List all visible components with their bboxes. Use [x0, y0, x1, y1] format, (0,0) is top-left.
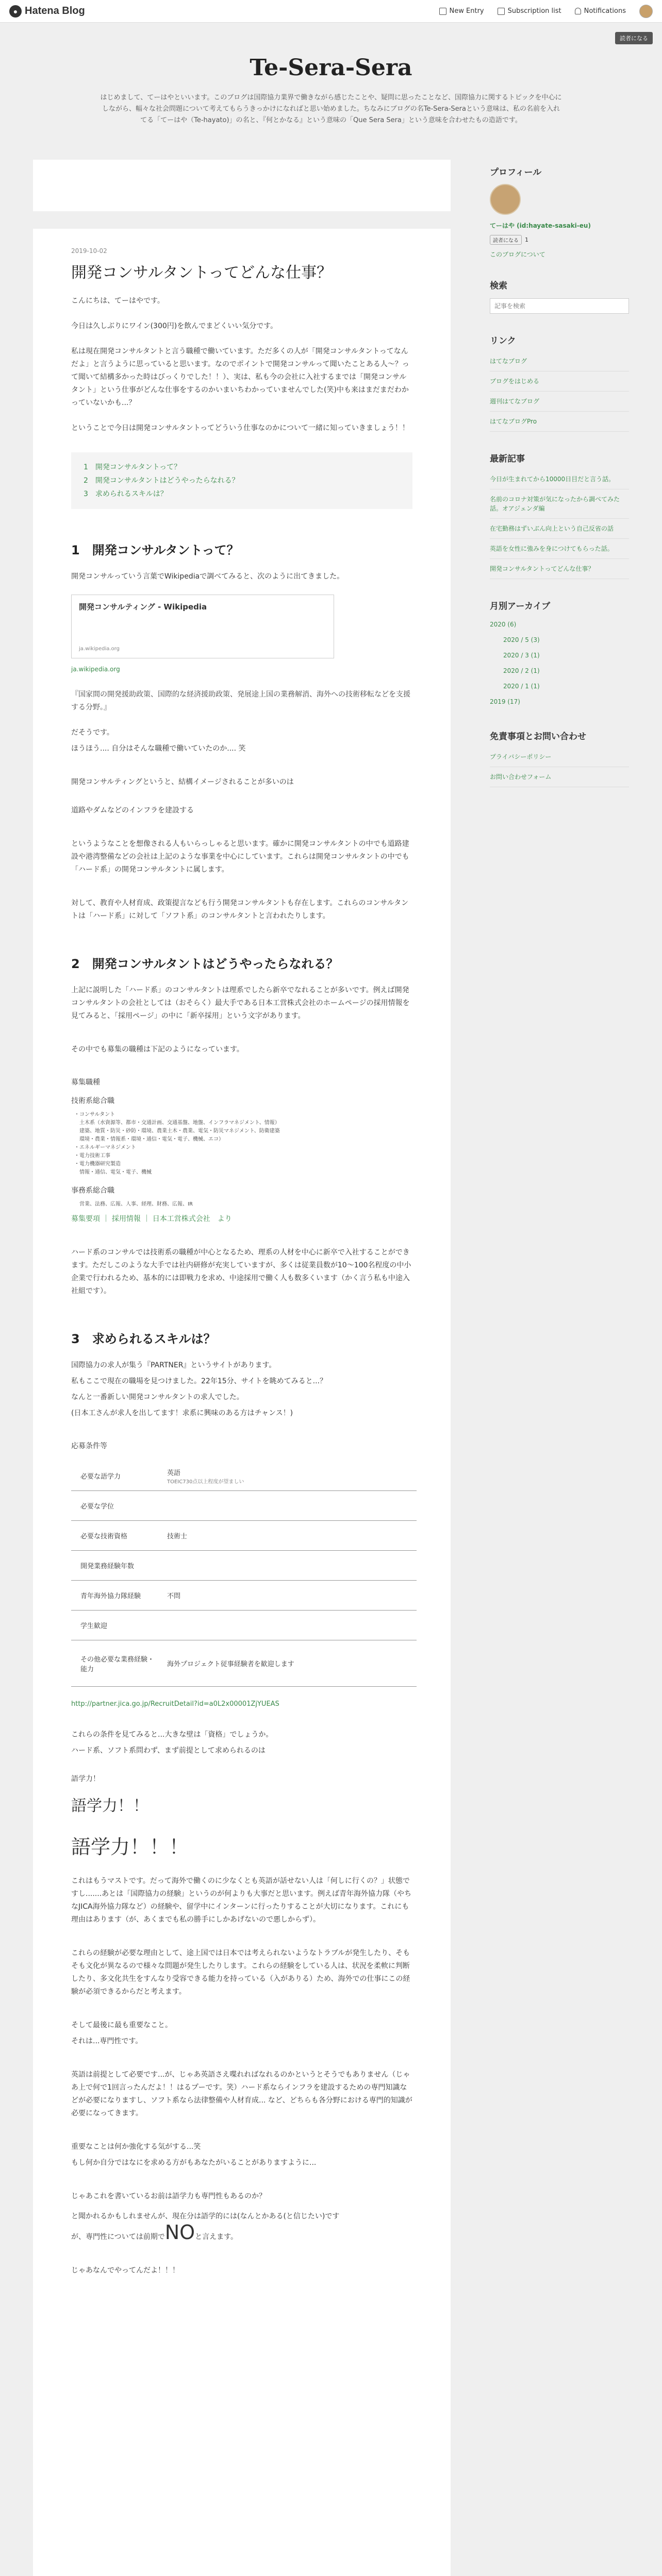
hatena-logo-icon: ● [9, 5, 22, 18]
paragraph: 開発コンサルティングというと、結構イメージされることが多いのは [71, 778, 294, 786]
paragraph: じゃあこれを書いているお前は語学力も専門性もあるのか？ [71, 2192, 266, 2200]
list-item: ・電力技術工事 [74, 1153, 110, 1159]
table-header-cell: その他必要な業務経験・能力 [80, 1655, 155, 1673]
sidebar [490, 165, 629, 807]
profile-avatar[interactable] [490, 184, 521, 215]
emphasis-text: 語学力！！ [71, 1797, 148, 1815]
sidebar-link[interactable]: はてなブログPro [490, 418, 537, 425]
paragraph: これらの経験が必要な理由として、途上国では日本では考えられないようなトラブルが発生したり、そもそも文化が異なるので様々な問題が発生したりします。これらの経験をしている人は、状況を柔軟に判断したり、多文化共生をすんなり受容できる能力を持っている（入がありる）ため、海外での仕事にこの経験が必須できるからだと考えます。 [71, 1949, 410, 1996]
hatena-topbar [0, 0, 662, 23]
archive-year-link[interactable]: 2019 (17) [490, 698, 520, 705]
links-module [490, 333, 629, 432]
table-row [71, 1611, 417, 1640]
contact-form-link[interactable]: お問い合わせフォーム [490, 773, 552, 781]
table-row [71, 1491, 417, 1521]
paragraph: 道路やダムなどのインフラを建設する [71, 806, 194, 815]
profile-module [490, 165, 629, 259]
paragraph: こんにちは、てーはやです。 [71, 297, 164, 305]
paragraph [71, 2221, 412, 2244]
source-link[interactable]: 募集要項 ｜ 採用情報 ｜ 日本工営株式会社 より [71, 1215, 232, 1223]
paragraph: じゃあなんでやってんだよ！！！ [71, 2266, 179, 2275]
table-header-cell: 開発業務経験年数 [80, 1563, 135, 1570]
recent-entries-module [490, 451, 629, 579]
table-header-cell: 学生歓迎 [80, 1622, 108, 1630]
list-item: 環境・農業・情報系・環境・通信・電気・電子、機械、エコ） [74, 1137, 224, 1142]
paragraph: その中でも募集の職種は下記のようになっています。 [71, 1045, 244, 1054]
sub-heading: 技術系総合職 [71, 1097, 114, 1105]
list-item: ・エネルギーマネジメント [74, 1145, 136, 1150]
paragraph: 英語は前提として必要です...が、じゃあ英語さえ喋れればなれるのかというとそうでもありません（じゃあ上で何で1回言ったんだよ！！はるプーです。笑）ハード系ならインフラを建設するための専門知識などが必要になりますし、ソフト系なら法律整備や人材育成... など、どちらも各分野における専門的知識が必要になってきます。 [71, 2071, 412, 2117]
table-header-cell: 必要な語学力 [80, 1473, 121, 1481]
paragraph: 国際協力の求人が集う『PARTNER』というサイトがあります。 [71, 1361, 276, 1369]
privacy-policy-link[interactable]: プライバシーポリシー [490, 753, 552, 760]
notifications-label: Notifications [584, 7, 626, 15]
cell-note: TOEIC730点以上程度が望ましい [167, 1479, 244, 1485]
table-header-cell: 青年海外協力隊経験 [80, 1592, 141, 1600]
module-title: 最新記事 [490, 454, 525, 464]
table-row [71, 1551, 417, 1581]
sub-heading: 事務系総合職 [71, 1187, 114, 1195]
blog-description: はじめまして、てーはやといいます。このブログは国際協力業界で働きながら感じたことや、疑問に思ったことなど、国際協力に関するトピックを中心にしながら、幅々な社会問題について考えてもらうきっかけになればと思い始めました。ちなみにブログの名Te-Sera-Seraという意味は、私の名前を入れてる「てーはや（Te-hayato)」の名と、『何とかなる』という意味の「Que Sera Sera」という意味を合わせたもの造語です。 [100, 94, 562, 124]
sidebar-link[interactable]: はてなブログ [490, 358, 527, 365]
recent-entry-link[interactable]: 在宅勤務はずいぶん向上という自己反省の話 [490, 525, 614, 532]
archive-month-link[interactable]: 2020 / 2 (1) [503, 667, 540, 674]
requirements-table [71, 1461, 417, 1687]
module-title: 月別アーカイブ [490, 601, 551, 612]
paragraph: ハード系、ソフト系問わず、まず前提として求められるのは [71, 1747, 266, 1755]
logo-text: Hatena Blog [25, 5, 85, 16]
paragraph: 今日は久しぶりにワイン(300円)を飲んでまどくいい気分です。 [71, 322, 278, 330]
sub-heading: 応募条件等 [71, 1442, 107, 1450]
paragraph: 私もここで現在の職場を見つけました。22年15分、サイトを眺めてみると...？ [71, 1377, 327, 1385]
archive-month-link[interactable]: 2020 / 1 (1) [503, 683, 540, 690]
paragraph: (日本工さんが求人を出してます！求系に興味のある方はチャンス！) [71, 1409, 293, 1417]
profile-id-link[interactable]: てーはや (id:hayate-sasaki-eu) [490, 222, 591, 229]
table-row [71, 1640, 417, 1687]
subscription-list-button[interactable] [498, 7, 561, 15]
card-url: ja.wikipedia.org [79, 646, 120, 652]
module-title: プロフィール [490, 167, 542, 178]
sidebar-link[interactable]: 週刊はてなブログ [490, 398, 540, 405]
blog-header [0, 23, 662, 162]
article [33, 229, 451, 2576]
new-entry-button[interactable] [439, 7, 484, 15]
archive-month-link[interactable]: 2020 / 3 (1) [503, 652, 540, 659]
toc-link[interactable]: 3 求められるスキルは？ [84, 490, 168, 498]
text-fragment: と言えます。 [195, 2233, 238, 2241]
ad-placeholder [33, 160, 451, 211]
search-module [490, 278, 629, 314]
list-item: ・電力機器研究製造 [74, 1161, 121, 1167]
paragraph: というようなことを想像される人もいらっしゃると思います。確かに開発コンサルタントの中でも道路建設や港湾整備などの会社は上記のような事業を中心にしています。これらは開発コンサルタントの中でも「ハード系」の開発コンサルタントに属します。 [71, 840, 409, 874]
recent-entry-link[interactable]: 今日が生まれてから10000日目だと言う話。 [490, 476, 615, 483]
hatena-logo[interactable] [9, 5, 85, 18]
paragraph: ということで今日は開発コンサルタントってどういう仕事なのかについて一緒に知っていきましょう！！ [71, 424, 409, 432]
paragraph: ハード系のコンサルでは技術系の職種が中心となるため、理系の人材を中心に新卒で入社することができます。ただしこのような大手では社内研修が充実していますが、多くは従業員数が10〜100名程度の中小企業で行われるため、基本的には即戦力を求め、中途採用で働く人も数多くいます（かく言う私も中途入社組です）。 [71, 1248, 411, 1295]
job-list [71, 1111, 412, 1177]
table-header-cell: 必要な学位 [80, 1503, 114, 1511]
partner-recruit-link[interactable]: http://partner.jica.go.jp/RecruitDetail?id=a0L2x00001ZjYUEAS [71, 1700, 279, 1708]
paragraph: 開発コンサルっていう言葉でWikipediaで調べてみると、次のように出てきました。 [71, 572, 344, 581]
user-avatar-icon[interactable] [639, 5, 653, 18]
toc-link[interactable]: 1 開発コンサルタントって？ [84, 463, 181, 471]
paragraph: なんと一番新しい開発コンサルタントの求人でした。 [71, 1393, 244, 1401]
bell-icon [575, 8, 581, 14]
paragraph: と聞かれるかもしれませんが、現在分は語学的には(なんとかある(と信じたい)です [71, 2212, 340, 2221]
reader-count: 1 [525, 236, 528, 243]
paragraph: これらの条件を見てみると...大きな壁は「資格」でしょうか。 [71, 1731, 273, 1739]
table-header-cell: 必要な技術資格 [80, 1533, 128, 1540]
sub-heading: 募集職種 [71, 1078, 100, 1087]
paragraph: そして最後に最も重要なこと。 [71, 2021, 172, 2029]
section-heading: 1 開発コンサルタントって？ [71, 543, 239, 557]
emphasis-text: NO [164, 2221, 195, 2244]
reader-button[interactable]: 読者になる [490, 235, 522, 245]
paragraph: 対して、教育や人材育成、政策提言なども行う開発コンサルタントも存在します。これらのコンサルタントは「ハード系」に対して「ソフト系」のコンサルタントと言われたりします。 [71, 899, 409, 920]
list-item: ・コンサルタント [74, 1112, 115, 1117]
recent-entry-link[interactable]: 名前のコロナ対策が気になったから調べてみた話。オアジェンダ編 [490, 496, 620, 512]
list-item: 土木系（水資源等、都市・交通計画、交通基盤、地盤、インフラマネジメント、情報） [74, 1120, 280, 1126]
paragraph: それは...専門性です。 [71, 2037, 143, 2045]
table-of-contents [71, 452, 412, 509]
reader-badge-row [490, 235, 629, 245]
paragraph: だそうです。 [71, 728, 114, 737]
section-heading: 2 開発コンサルタントはどうやったらなれる？ [71, 957, 339, 971]
notifications-button[interactable] [575, 7, 626, 15]
paragraph: もし何か自分ではなにを求める方がもあなたがいることがありますように... [71, 2159, 317, 2167]
list-item: 営業、法務、広報、人事、経理、財務、広報、IR [74, 1201, 193, 1207]
entry-title[interactable]: 開発コンサルタントってどんな仕事？ [71, 264, 333, 282]
subscription-label: Subscription list [507, 7, 561, 15]
table-row [71, 1461, 417, 1491]
emphasis-text: 語学力！！！ [71, 1836, 189, 1858]
about-blog-link[interactable]: このブログについて [490, 251, 545, 258]
list-icon [498, 8, 505, 15]
list-item: 建築、地質・防災・砂防・環境、農業土木・農業、電気・防災マネジメント、防衛建築 [74, 1128, 280, 1134]
table-cell [159, 1467, 417, 1485]
disclaimer-module [490, 729, 629, 787]
subscribe-reader-button[interactable]: 読者になる [615, 32, 653, 44]
text-fragment: が、専門性については前期で [71, 2233, 165, 2241]
module-title: 検索 [490, 281, 507, 291]
paragraph: ほうほう.... 自分はそんな職種で働いていたのか.... 笑 [71, 744, 246, 753]
search-input[interactable] [490, 298, 629, 314]
sidebar-link[interactable]: ブログをはじめる [490, 378, 540, 385]
recent-entry-link[interactable]: 英語を女性に強みを身につけてもらった話。 [490, 545, 614, 552]
table-cell: 技術士 [167, 1533, 188, 1540]
archive-year-link[interactable]: 2020 (6) [490, 621, 517, 628]
card-title: 開発コンサルティング - Wikipedia [79, 602, 207, 612]
archive-month-link[interactable]: 2020 / 5 (3) [503, 636, 540, 643]
paragraph: 重要なことは何か強化する気がする...笑 [71, 2143, 201, 2151]
list-item: 情報・通信、電気・電子、機械 [74, 1170, 152, 1175]
section-heading: 3 求められるスキルは？ [71, 1332, 216, 1346]
paragraph: 私は現在開発コンサルタントと言う職種で働いています。ただ多くの人が「開発コンサルタントってなんだよ」と言うように思っていると思います。なのでポイントで開発コンサルって聞いたことある人〜？って聞いて結構多かった時はびっくりでした！！）、実は、私も今の会社に入社するまでは「開発コンサルタント」という仕事がどんな仕事をするのかいまいちわかっていませんでした(笑)中も来はまだまだわかっていないかも...？ [71, 347, 409, 407]
blog-title[interactable]: Te-Sera-Sera [250, 55, 412, 81]
module-title: リンク [490, 336, 516, 346]
new-entry-label: New Entry [449, 7, 484, 15]
paragraph: 上記に説明した「ハード系」のコンサルタントは理系でしたら新卒でなれることが多いです。例えば開発コンサルタントの会社としては（おそらく）最大手である日本工営株式会社のホームページの採用情報を見てみると、「採用ページ」の中に「新卒採用」という文字があります。 [71, 986, 410, 1020]
toc-link[interactable]: 2 開発コンサルタントはどうやったらなれる？ [84, 477, 239, 485]
paragraph: 語学力！ [71, 1775, 100, 1783]
recent-entry-link[interactable]: 開発コンサルタントってどんな仕事？ [490, 565, 594, 572]
archive-module [490, 599, 629, 709]
table-cell: 海外プロジェクト従事経験者を歓迎します [167, 1660, 294, 1668]
table-row [71, 1521, 417, 1551]
pencil-icon [439, 8, 446, 15]
cell-value: 英語 [167, 1469, 181, 1477]
top-nav [439, 5, 653, 18]
wikipedia-embed-card[interactable] [71, 595, 334, 658]
quote: 『国家間の開発援助政策、国際的な経済援助政策、発展途上国の業務解消、海外への技術移転などを支援する分野。』 [71, 690, 410, 711]
main-column [33, 160, 451, 2576]
module-title: 免責事項とお問い合わせ [490, 732, 586, 742]
wikipedia-link[interactable]: ja.wikipedia.org [71, 666, 120, 673]
paragraph: これはもうマストです。だって海外で働くのに少なくとも英語が話せない人は「何しに行くの？」状態ですし.......あとは「国際協力の経験」というのが何よりも大事だと思います。例えば青年海外協力隊（やちなJICA海外協力隊など）の経験や、留学中にインターンに行ったりすることが大切になります。これにも理由はあります（が、あくまでも私の勝手にしかあげないので悪しからず）。 [71, 1877, 412, 1924]
table-cell: 不問 [167, 1592, 181, 1600]
table-row [71, 1581, 417, 1611]
entry-date[interactable]: 2019-10-02 [71, 247, 107, 255]
